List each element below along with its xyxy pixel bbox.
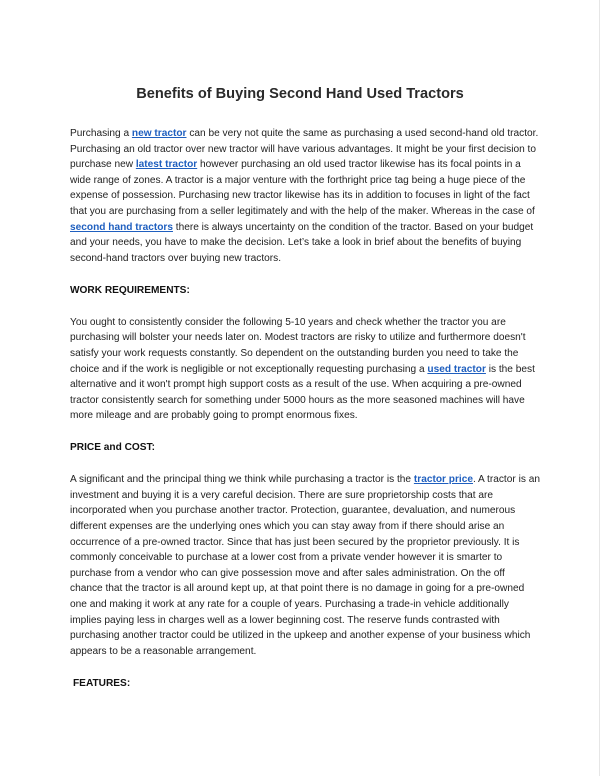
intro-text-1: Purchasing a bbox=[70, 128, 132, 139]
document-title: Benefits of Buying Second Hand Used Tractors bbox=[136, 86, 464, 102]
price-text-2: . A tractor is an investment and buying it is a very careful decision. There are sure proprietorship costs that are incorporated when you purchase another tractor. Protection, guarantee, devaluation, and numerous different expenses are the underlying ones which you can stay away from if there should arise an occurrence of a pre-owned tractor. Since that has just been secured by the proprietor previously. It is commonly conceivable to purchase at a lower cost from a private vender however it is smarter to purchase from a vendor who can give possession move and after sales administration. On the off chance that the tractor is all around kept up, at that point there is no damage in going for a pre-owned one and making it work at any rate for a couple of years. Purchasing a trade-in vehicle additionally implies paying less in charges well as a lower beginning cost. The reserve funds contrasted with purchasing another tractor could be utilized in the upkeep and another expense of your business which appears to be a reasonable arrangement. bbox=[70, 474, 540, 657]
new-tractor-link[interactable]: new tractor bbox=[131, 128, 187, 139]
work-text-2: is the best alternative and it won't prompt high support costs as a result of the use. When acquiring a pre-owned tractor consistently search for something under 5000 hours as the more seasoned machines will have more mileage and are probably going to prompt enormous fixes. bbox=[70, 363, 535, 422]
features-heading: FEATURES: bbox=[73, 677, 131, 689]
price-cost-paragraph bbox=[70, 472, 540, 659]
price-text-1: A significant and the principal thing we think while purchasing a tractor is the bbox=[70, 474, 414, 486]
latest-tractor-link[interactable]: latest tractor bbox=[135, 159, 198, 171]
intro-text-2: can be very not quite the same as purchasing a used second-hand old tractor. Purchasing an old tractor over new tractor will have various advantages. It might be your first decision to purchase new bbox=[70, 128, 539, 171]
intro-text-4: there is always uncertainty on the condition of the tractor. Based on your budget and your needs, you have to make the decision. Let’s take a look in brief about the benefits of buying second-hand tractors over buying new tractors. bbox=[70, 221, 534, 264]
work-requirements-heading: WORK REQUIREMENTS: bbox=[70, 284, 190, 296]
used-tractor-link[interactable]: used tractor bbox=[427, 363, 486, 375]
work-requirements-paragraph bbox=[70, 315, 540, 424]
tractor-price-link[interactable]: tractor price bbox=[413, 474, 473, 486]
work-text-1: You ought to consistently consider the following 5-10 years and check whether the tractor you are purchasing will bolster your needs later on. Modest tractors are risky to utilize and furthermore doesn't satisfy your work requests constantly. So dependent on the outstanding burden you need to take the choice and if the work is negligible or not exceptionally requesting purchasing a bbox=[70, 316, 526, 375]
intro-paragraph bbox=[70, 126, 540, 266]
intro-text-3: however purchasing an old used tractor likewise has its focal points in a wide range of zones. A tractor is a major venture with the forthright price tag being a huge piece of the expense of possession. Purchasing new tractor likewise has its in addition to focuses in light of the fact that you are purchasing from a seller legitimately and with the help of the maker. Whereas in the case of bbox=[70, 159, 535, 217]
second-hand-tractors-link[interactable]: second hand tractors bbox=[70, 221, 173, 233]
price-cost-heading: PRICE and COST: bbox=[70, 442, 155, 454]
document-body bbox=[70, 126, 540, 708]
